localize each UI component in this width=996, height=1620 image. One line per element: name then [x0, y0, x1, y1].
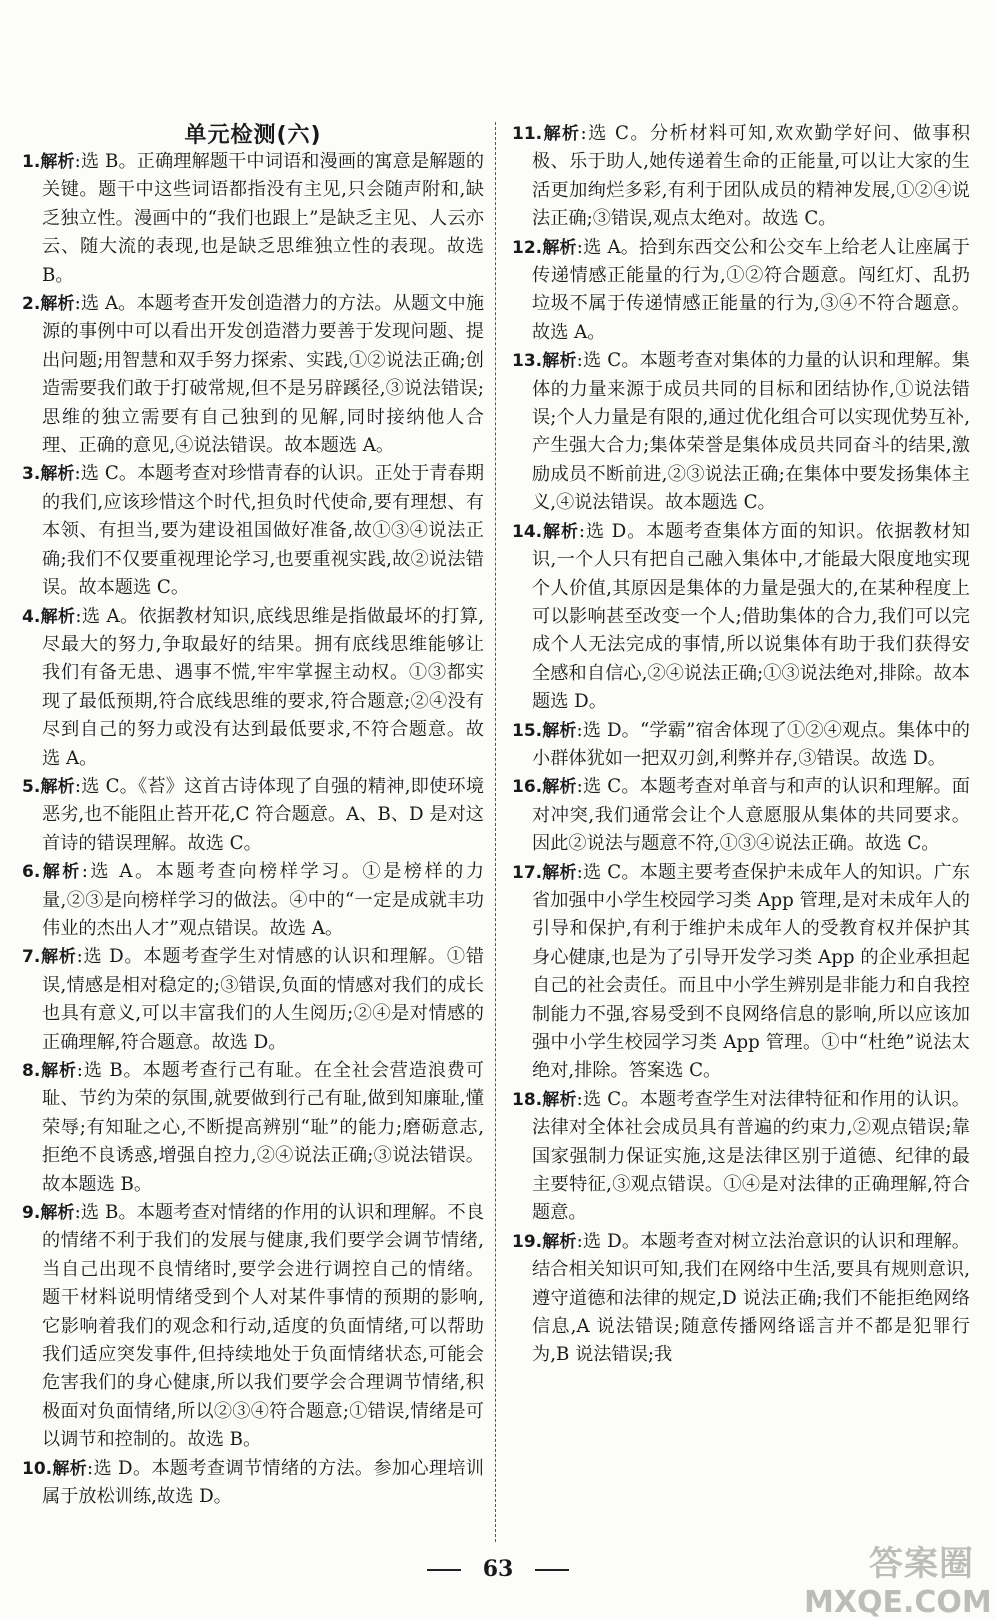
answer-text: :选 A。本题考查向榜样学习。①是榜样的力量,②③是向榜样学习的做法。④中的“一定是成就丰功伟业的杰出人才”观点错误。故选 A。: [42, 861, 485, 939]
answer-text: :选 A。依据教材知识,底线思维是指做最坏的打算,尽最大的努力,争取最好的结果。拥有底线思维能够让我们有备无患、遇事不慌,牢牢掌握主动权。①③都实现了最低预期,符合底线思维的要求,符合题意;②④没有尽到自己的努力或没有达到最低要求,不符合题意。故选 A。: [42, 605, 485, 769]
answer-text: :选 C。本题考查对单音与和声的认识和理解。面对冲突,我们通常会让个人意愿服从集体的共同要求。因此②说法与题意不符,①③④说法正确。故选 C。: [532, 776, 970, 855]
answer-text: :选 D。本题考查对树立法治意识的认识和理解。结合相关知识可知,我们在网络中生活,要具有规则意识,遵守道德和法律的规定,D 说法正确;我们不能拒绝网络信息,A 说法错误;随意传播网络谣言并不都是犯罪行为,B 说法错误;我: [532, 1230, 970, 1366]
answer-text: :选 A。本题考查开发创造潜力的方法。从题文中施源的事例中可以看出开发创造潜力要善于发现问题、提出问题;用智慧和双手努力探索、实践,①②说法正确;创造需要我们敢于打破常规,但不是另辟蹊径,③说法错误;思维的独立需要有自己独到的见解,同时接纳他人合理、正确的意见,④说法错误。故本题选 A。: [42, 293, 485, 457]
section-title: 单元检测(六): [184, 123, 322, 148]
answer-item: [22, 1455, 484, 1512]
answer-label: 解析: [40, 776, 75, 797]
answer-item: [512, 1228, 970, 1370]
answer-text: :选 D。“学霸”宿舍体现了①②④观点。集体中的小群体犹如一把双刃剑,利弊并存,③错误。故选 D。: [532, 719, 970, 769]
answer-number: 4.: [22, 606, 41, 627]
answer-text: :选 B。本题考查对情绪的作用的认识和理解。不良的情绪不利于我们的发展与健康,我们要学会调节情绪,当自己出现不良情绪时,要学会进行调控自己的情绪。题干材料说明情绪受到个人对某件事情的预期的影响,它影响着我们的观念和行动,适度的负面情绪,可以帮助我们适应突发事件,但持续地处于负面情绪状态,可能会危害我们的身心健康,所以我们要学会合理调节情绪,积极面对负面情绪,所以②③④符合题意;①错误,情绪是可以调节和控制的。故选 B。: [42, 1202, 485, 1451]
answer-label: 解析: [40, 606, 76, 627]
answer-item: [22, 290, 484, 460]
answer-item: [22, 1199, 484, 1455]
answer-text: :选 C。本题考查学生对法律特征和作用的认识。法律对全体社会成员具有普遍的约束力,②观点错误;靠国家强制力保证实施,这是法律区别于道德、纪律的最主要特征,③观点错误。①④是对法律的正确理解,符合题意。: [532, 1088, 970, 1224]
answer-label: 解析: [542, 124, 581, 144]
answer-item: [512, 717, 970, 774]
answer-number: 6.: [22, 862, 41, 883]
answer-number: 15.: [512, 720, 543, 741]
answer-text: :选 C。本题考查对珍惜青春的认识。正处于青春期的我们,应该珍惜这个时代,担负时代使命,要有理想、有本领、有担当,要为建设祖国做好准备,故①③④说法正确;我们不仅要重视理论学习,也要重视实践,故②说法错误。故本题选 C。: [42, 463, 485, 599]
answer-item: [512, 518, 970, 717]
answer-item: [512, 859, 970, 1086]
answer-label: 解析: [40, 294, 75, 315]
answer-label: 解析: [542, 777, 577, 798]
watermark-logo-text: 答案圈: [869, 1544, 974, 1584]
answer-item: [512, 120, 970, 234]
page-number: 63: [482, 1556, 514, 1582]
answer-item: [22, 773, 484, 858]
answer-label: 解析: [40, 1061, 77, 1081]
answer-text: :选 B。本题考查行己有耻。在全社会营造浪费可耻、节约为荣的氛围,就要做到行己有耻,做到知廉耻,懂荣辱;有知耻之心,不断提高辨别“耻”的能力;磨砺意志,拒绝不良诱惑,增强自控力,②④说法正确;③说法错误。故本题选 B。: [42, 1060, 484, 1195]
answer-number: 11.: [512, 124, 543, 144]
answer-item: [512, 773, 970, 858]
answer-text: :选 C。本题主要考查保护未成年人的知识。广东省加强中小学生校园学习类 App 管理,是对未成年人的引导和保护,有利于维护未成年人的受教育权并保护其身心健康,也是为了引导开发学习类 App 的企业承担起自己的社会责任。而且中小学生辨别是非能力和自我控制能力不强,容易受到不良网络信息的影响,所以应该加强中小学生校园学习类 App 管理。①中“杜绝”说法太绝对,排除。答案选 C。: [532, 861, 970, 1082]
column-divider: [495, 122, 496, 1542]
answer-label: 解析: [542, 862, 577, 883]
answer-item: [512, 347, 970, 517]
answer-label: 解析: [542, 720, 577, 741]
answer-number: 13.: [512, 351, 543, 372]
answer-item: [22, 148, 484, 290]
answer-label: 解析: [40, 1203, 75, 1224]
answer-item: [512, 234, 970, 348]
left-column: [22, 148, 484, 1512]
answer-text: :选 C。《苔》这首古诗体现了自强的精神,即使环境恶劣,也不能阻止苔开花,C 符合题意。A、B、D 是对这首诗的错误理解。故选 C。: [42, 775, 485, 854]
answer-label: 解析: [52, 1458, 88, 1479]
answer-number: 2.: [22, 294, 41, 315]
answer-number: 1.: [22, 152, 41, 172]
answer-number: 17.: [512, 862, 543, 883]
answer-item: [512, 1086, 970, 1228]
answer-number: 10.: [22, 1458, 53, 1479]
answer-text: :选 B。正确理解题干中词语和漫画的寓意是解题的关键。题干中这些词语都指没有主见,只会随声附和,缺乏独立性。漫画中的“我们也跟上”是缺乏主见、人云亦云、随大流的表现,也是缺乏思维独立性的表现。故选 B。: [42, 151, 485, 286]
answer-item: [22, 1057, 484, 1199]
answer-text: :选 D。本题考查调节情绪的方法。参加心理培训属于放松训练,故选 D。: [42, 1457, 484, 1508]
answer-item: [22, 460, 484, 602]
answer-number: 16.: [512, 777, 543, 798]
answer-label: 解析: [40, 947, 77, 968]
answer-text: :选 C。分析材料可知,欢欢勤学好问、做事积极、乐于助人,她传递着生命的正能量,可以让大家的生活更加绚烂多彩,有利于团队成员的精神发展,①②④说法正确;③错误,观点太绝对。故选 C。: [532, 123, 971, 230]
answer-item: [22, 858, 484, 943]
answer-text: :选 C。本题考查对集体的力量的认识和理解。集体的力量来源于成员共同的目标和团结协作,①说法错误;个人力量是有限的,通过优化组合可以实现优势互补,产生强大合力;集体荣誉是集体成员共同奋斗的结果,激励成员不断前进,②③说法正确;在集体中要发扬集体主义,④说法错误。故本题选 C。: [532, 350, 970, 514]
answer-number: 19.: [512, 1231, 543, 1252]
answer-text: :选 D。本题考查学生对情感的认识和理解。①错误,情感是相对稳定的;③错误,负面的情感对我们的成长也具有意义,可以丰富我们的人生阅历;②④是对情感的正确理解,符合题意。故选 D。: [42, 946, 485, 1053]
answer-label: 解析: [542, 521, 579, 542]
watermark-logo: [804, 1536, 992, 1620]
answer-label: 解析: [40, 152, 75, 172]
answer-number: 5.: [22, 776, 41, 797]
footer-dash-left: [427, 1569, 461, 1571]
answer-number: 12.: [512, 237, 543, 258]
answer-label: 解析: [40, 464, 75, 485]
answer-text: :选 D。本题考查集体方面的知识。依据教材知识,一个人只有把自己融入集体中,才能最大限度地实现个人价值,其原因是集体的力量是强大的,在某种程度上可以影响甚至改变一个人;借助集体的合力,我们可以完成个人无法完成的事情,所以说集体有助于我们获得安全感和自信心,②④说法正确;①③说法绝对,排除。故本题选 D。: [532, 520, 970, 713]
answer-item: [22, 603, 484, 773]
footer-dash-right: [535, 1569, 569, 1571]
answer-label: 解析: [542, 237, 577, 258]
answer-label: 解析: [542, 1089, 577, 1110]
answer-number: 3.: [22, 464, 41, 485]
answer-label: 解析: [542, 351, 577, 372]
answer-number: 8.: [22, 1061, 41, 1081]
answer-label: 解析: [40, 862, 82, 883]
right-column: [512, 120, 970, 1370]
watermark-logo-sub: MXQE.COM: [804, 1585, 992, 1620]
answer-label: 解析: [542, 1231, 577, 1252]
answer-number: 7.: [22, 947, 41, 968]
answer-item: [22, 943, 484, 1057]
answer-number: 18.: [512, 1089, 543, 1110]
answer-number: 9.: [22, 1203, 41, 1224]
answer-text: :选 A。拾到东西交公和公交车上给老人让座属于传递情感正能量的行为,①②符合题意。闯红灯、乱扔垃圾不属于传递情感正能量的行为,③④不符合题意。故选 A。: [532, 236, 970, 343]
answer-number: 14.: [512, 521, 543, 542]
